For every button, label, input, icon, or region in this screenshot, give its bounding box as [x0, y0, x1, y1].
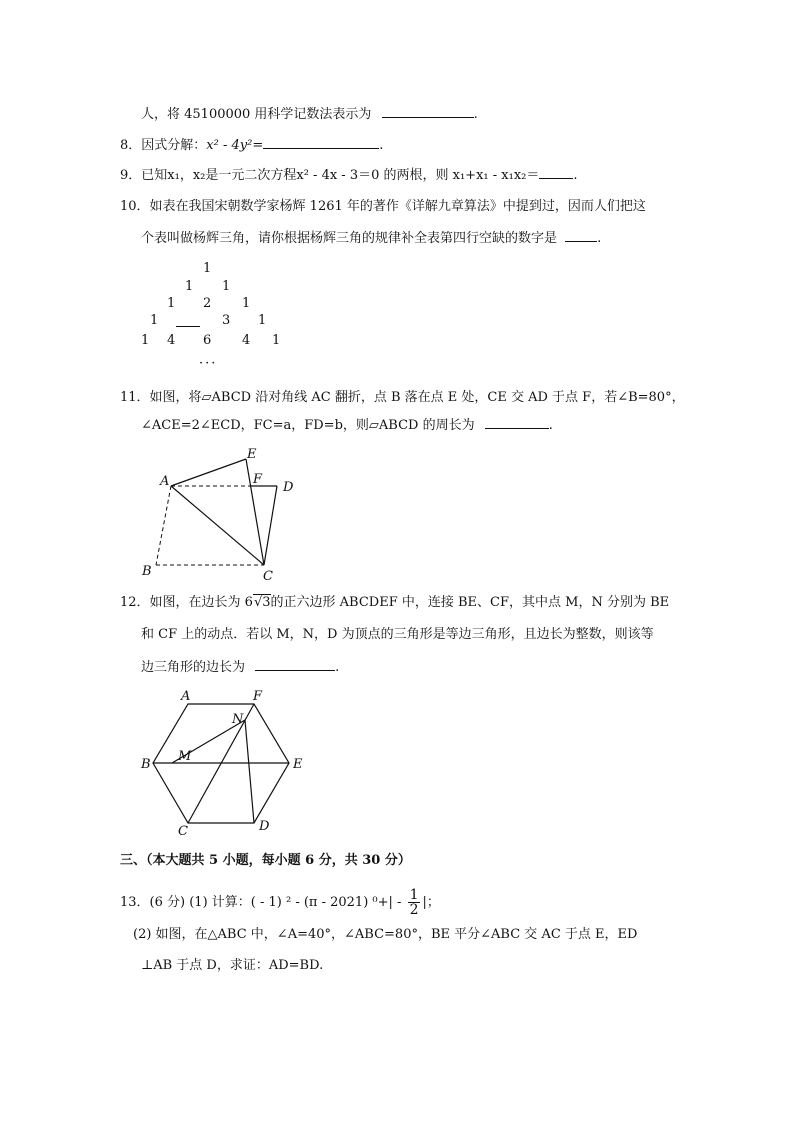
q13-number: 13． — [120, 895, 150, 910]
q12-text-line1a: 如图，在边长为 6 — [149, 595, 253, 610]
tri-r2-c1: 1 — [185, 279, 194, 294]
q12-label-M: M — [178, 749, 192, 764]
tri-r5-c5: 1 — [272, 333, 281, 348]
q13-part2-line1: (2) 如图，在△ABC 中，∠A=40°，∠ABC=80°，BE 平分∠ABC 交 AC 于点 E，ED — [133, 927, 638, 942]
q10-end: . — [597, 231, 602, 246]
q12-line3 — [141, 657, 339, 678]
q11-label-F: F — [253, 472, 263, 487]
q12-label-B: B — [141, 757, 151, 772]
tri-r3-c1: 1 — [167, 296, 176, 311]
q11-number: 11． — [120, 390, 150, 405]
q12-label-C: C — [178, 824, 188, 839]
q12-label-D: D — [259, 819, 270, 834]
q7-end: . — [473, 107, 478, 122]
tri-ellipsis: ··· — [199, 356, 218, 371]
tri-r3-c2: 2 — [203, 296, 212, 311]
q11-edge-DC — [264, 486, 277, 565]
q13-fraction — [408, 888, 421, 917]
q13-line1 — [120, 888, 440, 917]
q10-text-line1: 如表在我国宋朝数学家杨辉 1261 年的著作《详解九章算法》中提到过，因而人们把这 — [149, 199, 646, 214]
q11-label-C: C — [263, 569, 273, 584]
q11-text-line2: ∠ACE=2∠ECD，FC=a，FD=b，则▱ABCD 的周长为 — [141, 418, 475, 433]
q7-tail-text: 人，将 45100000 用科学记数法表示为 — [141, 107, 372, 122]
q13-line2 — [133, 925, 637, 945]
q13-part1: (6 分) (1) 计算：( - 1) ² - (π - 2021) ⁰+| - — [149, 895, 402, 910]
q13-line3 — [141, 956, 323, 976]
sqrt-symbol: √3 — [253, 595, 271, 610]
section3-heading — [120, 851, 411, 871]
tri-r1-c1: 1 — [203, 261, 212, 276]
q12-segment-ND — [245, 720, 254, 823]
q12-number: 12． — [120, 595, 150, 610]
tri-r4-c3: 3 — [222, 313, 231, 328]
q13-fraction-numerator: 1 — [409, 887, 419, 903]
q12-sqrt-value: 3 — [262, 595, 271, 610]
q11-label-D: D — [283, 480, 294, 495]
q10-text-line2: 个表叫做杨辉三角，请你根据杨辉三角的规律补全表第四行空缺的数字是 — [141, 231, 558, 246]
q12-end: . — [335, 660, 340, 675]
q12-text-line2: 和 CF 上的动点．若以 M，N，D 为顶点的三角形是等边三角形，且边长为整数，则该等 — [141, 627, 654, 642]
q12-label-N: N — [232, 712, 244, 727]
q11-end: . — [548, 418, 553, 433]
tri-r4-c4: 1 — [258, 313, 267, 328]
q10-number: 10． — [120, 199, 150, 214]
q11-edge-AB — [156, 486, 171, 565]
tri-r3-c3: 1 — [242, 296, 251, 311]
q12-line1 — [120, 593, 669, 613]
tri-r5-c3: 6 — [203, 333, 212, 348]
q13-part1-end: |； — [422, 895, 440, 910]
q8-text: 因式分解： — [141, 138, 207, 153]
q11-label-A: A — [160, 474, 170, 489]
q11-edge-AC — [171, 486, 264, 565]
q9-end: . — [573, 168, 578, 183]
q12-text-line1b: 的正六边形 ABCDEF 中，连接 BE、CF，其中点 M，N 分别为 BE — [270, 595, 670, 610]
tri-r5-c1: 1 — [141, 333, 150, 348]
tri-r5-c2: 4 — [167, 333, 176, 348]
q11-label-B: B — [142, 564, 152, 579]
q11-edge-AE — [171, 459, 246, 486]
q12-label-F: F — [253, 689, 263, 704]
q8-expression: x² - 4y²= — [206, 138, 264, 153]
q11-label-E: E — [247, 447, 257, 462]
q12-text-line3: 边三角形的边长为 — [141, 660, 246, 675]
q13-part2-line2: ⊥AB 于点 D，求证：AD=BD. — [141, 958, 324, 973]
tri-r5-c4: 4 — [242, 333, 251, 348]
q13-fraction-denominator: 2 — [409, 902, 419, 918]
q12-answer-blank[interactable] — [255, 657, 335, 671]
q8-number: 8． — [120, 138, 142, 153]
tri-r4-c1: 1 — [150, 313, 159, 328]
q8-end: . — [379, 138, 384, 153]
q12-hexagon-figure — [0, 680, 794, 840]
q12-label-E: E — [293, 757, 303, 772]
tri-r2-c2: 1 — [222, 279, 231, 294]
q11-text-line1: 如图，将▱ABCD 沿对角线 AC 翻折，点 B 落在点 E 处，CE 交 AD 于点 F，若∠B=80°， — [149, 390, 685, 405]
q12-line2 — [141, 625, 654, 645]
q9-text: 已知x₁，x₂是一元二次方程x² - 4x - 3＝0 的两根，则 x₁+x₁ - x₁x₂＝ — [141, 168, 540, 183]
section3-text: 三、（本大题共 5 小题，每小题 6 分，共 30 分） — [120, 853, 411, 868]
q9-number: 9． — [120, 168, 142, 183]
q12-label-A: A — [181, 689, 191, 704]
